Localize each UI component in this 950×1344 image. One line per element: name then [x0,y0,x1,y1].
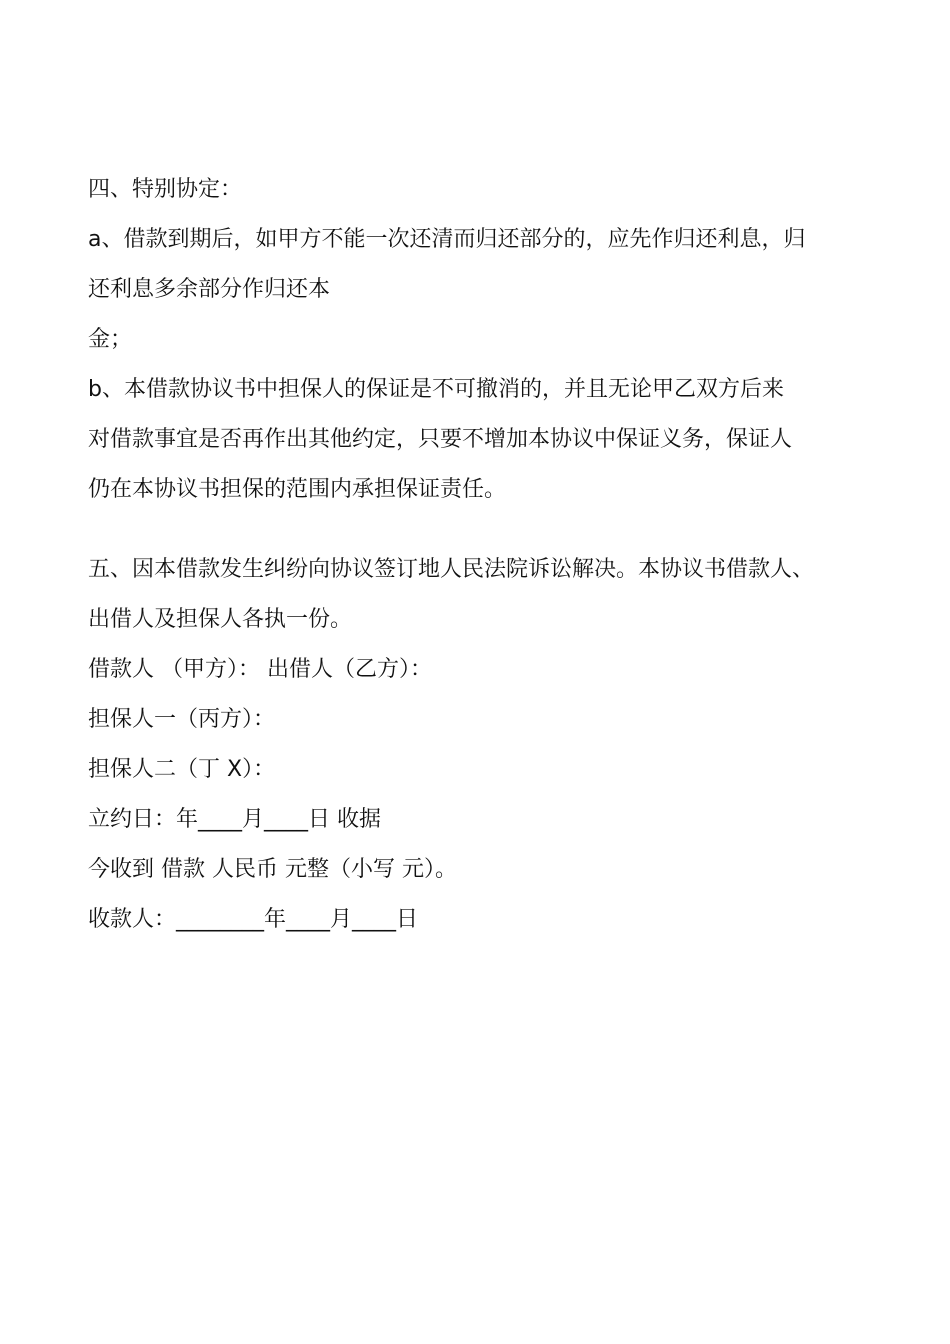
document-body [88,165,888,945]
clause-b-line-3: 仍在本协议书担保的范围内承担保证责任。 [88,477,507,502]
borrower-lender-signature: 借款人 （甲方）： 出借人（乙方）： [88,657,432,682]
section-5-line-2: 出借人及担保人各执一份。 [88,607,353,632]
guarantor-1-signature: 担保人一（丙方）： [88,707,276,732]
paragraph-gap [88,515,888,545]
section-5-line-1: 五、因本借款发生纠纷向协议签订地人民法院诉讼解决。本协议书借款人、 [88,557,815,582]
section-4-heading: 四、特别协定： [88,177,243,202]
clause-a-line-1: a、借款到期后，如甲方不能一次还清而归还部分的，应先作归还利息，归 [88,227,806,252]
receipt-statement: 今收到 借款 人民币 元整（小写 元）。 [88,857,457,882]
payee-signature: 收款人：________年____月____日 [88,907,419,932]
contract-date-receipt: 立约日：年____月____日 收据 [88,807,381,832]
clause-a-line-3: 金； [88,327,133,352]
guarantor-2-signature: 担保人二（丁 X）： [88,757,276,782]
clause-b-line-1: b、本借款协议书中担保人的保证是不可撤消的，并且无论甲乙双方后来 [88,377,784,402]
clause-a-line-2: 还利息多余部分作归还本 [88,277,331,302]
clause-b-line-2: 对借款事宜是否再作出其他约定，只要不增加本协议中保证义务，保证人 [88,427,793,452]
